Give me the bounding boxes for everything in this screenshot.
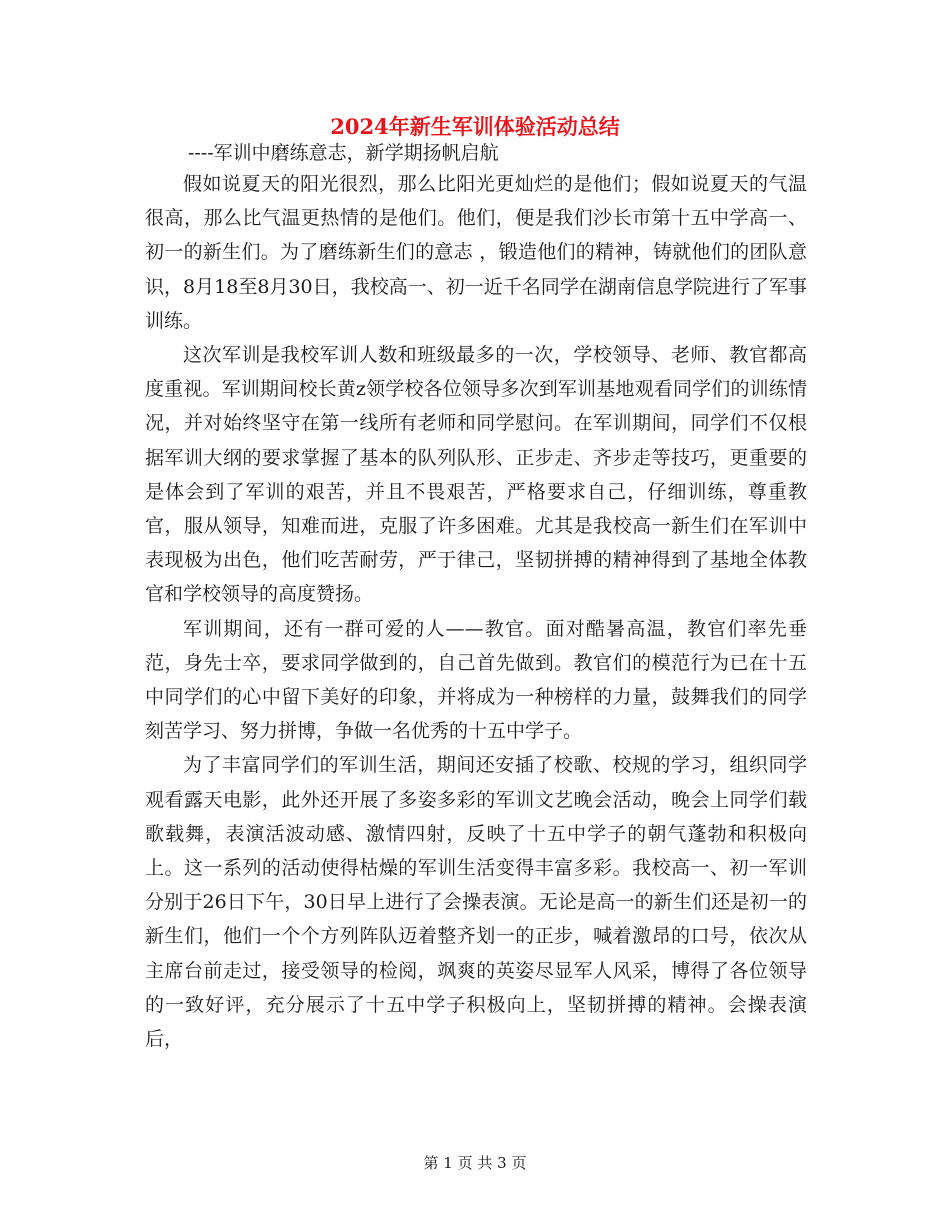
page-number-footer: 第 1 页 共 3 页 <box>423 1154 527 1172</box>
document-body <box>145 167 807 1056</box>
document-subtitle: ----军训中磨练意志，新学期扬帆启航 <box>188 142 499 164</box>
document-title: 2024年新生军训体验活动总结 <box>330 114 620 139</box>
paragraph: 这次军训是我校军训人数和班级最多的一次，学校领导、老师、教官都高度重视。军训期间校长黄z领学校各位领导多次到军训基地观看同学们的训练情况，并对始终坚守在第一线所有老师和同学慰问。在军训期间，同学们不仅根据军训大纲的要求掌握了基本的队列队形、正步走、齐步走等技巧，更重要的是体会到了军训的艰苦，并且不畏艰苦，严格要求自己，仔细训练，尊重教官，服从领导，知难而进，克服了许多困难。尤其是我校高一新生们在军训中表现极为出色，他们吃苦耐劳，严于律己，坚韧拼搏的精神得到了基地全体教官和学校领导的高度赞扬。 <box>145 344 807 606</box>
paragraph: 为了丰富同学们的军训生活，期间还安插了校歌、校规的学习，组织同学观看露天电影，此外还开展了多姿多彩的军训文艺晚会活动，晚会上同学们载歌载舞，表演活波动感、激情四射，反映了十五中学子的朝气蓬勃和积极向上。这一系列的活动使得枯燥的军训生活变得丰富多彩。我校高一、初一军训分别于26日下午，30日早上进行了会操表演。无论是高一的新生们还是初一的新生们，他们一个个方列阵队迈着整齐划一的正步，喊着激昂的口号，依次从主席台前走过，接受领导的检阅，飒爽的英姿尽显军人风采，博得了各位领导的一致好评，充分展示了十五中学子积极向上，坚韧拼搏的精神。会操表演后， <box>145 754 807 1051</box>
paragraph: 军训期间，还有一群可爱的人——教官。面对酷暑高温，教官们率先垂范，身先士卒，要求同学做到的，自己首先做到。教官们的模范行为已在十五中同学们的心中留下美好的印象，并将成为一种榜样的力量，鼓舞我们的同学刻苦学习、努力拼博，争做一名优秀的十五中学子。 <box>145 617 807 743</box>
paragraph: 假如说夏天的阳光很烈，那么比阳光更灿烂的是他们；假如说夏天的气温很高，那么比气温更热情的是他们。他们，便是我们沙长市第十五中学高一、初一的新生们。为了磨练新生们的意志 ，锻造他们的精神，铸就他们的团队意识，8月18至8月30日，我校高一、初一近千名同学在湖南信息学院进行了军事训练。 <box>145 173 807 332</box>
